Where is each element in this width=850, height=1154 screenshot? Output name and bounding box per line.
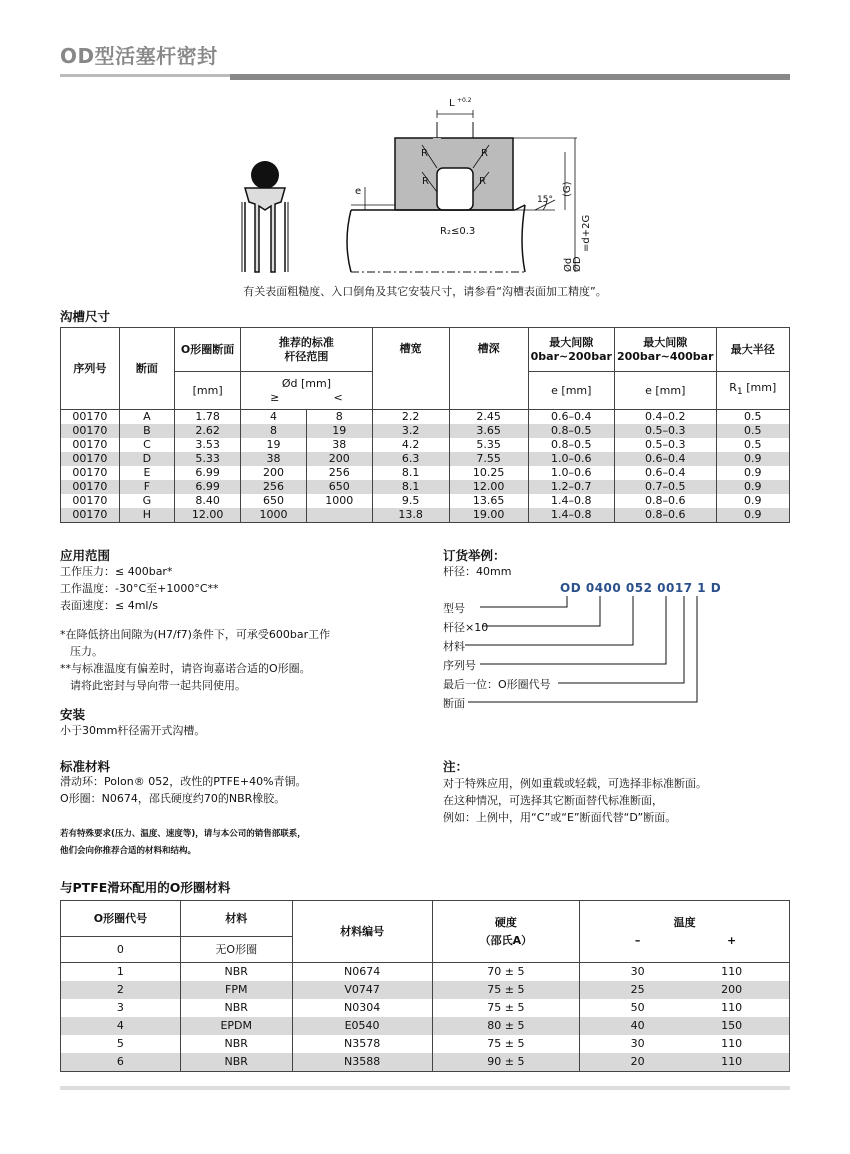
order-code: OD 0400 052 0017 1 D xyxy=(560,581,722,595)
title-rule-accent xyxy=(230,74,790,80)
table-cell: 6.99 xyxy=(175,466,241,480)
label-D: ØD xyxy=(572,256,583,272)
temp-min: 30 xyxy=(630,1037,645,1050)
note-line3: 例如：上例中，用“C”或“E”断面代替“D”断面。 xyxy=(443,811,677,824)
table-cell: 4 xyxy=(241,410,307,425)
table-cell: 6.99 xyxy=(175,480,241,494)
temp-min: 25 xyxy=(630,983,645,996)
table-cell: 00170 xyxy=(61,508,120,523)
table-cell: D xyxy=(119,452,174,466)
table-cell: 0.8–0.6 xyxy=(614,508,716,523)
note-line2: 在这种情况，可选择其它断面替代标准断面， xyxy=(443,794,663,807)
table-cell: 19.00 xyxy=(449,508,528,523)
note-line1: 对于特殊应用，例如重载或轻载，可选择非标准断面。 xyxy=(443,777,707,790)
th-oring-section: O形圈断面 xyxy=(175,328,241,372)
table-cell: 650 xyxy=(241,494,307,508)
table-cell: 4 xyxy=(61,1017,181,1035)
label-D-eq: =d+2G xyxy=(581,214,592,252)
table-cell: 1000 xyxy=(241,508,307,523)
table-cell: 0.8–0.6 xyxy=(614,494,716,508)
footer-rule xyxy=(60,1086,790,1090)
order-heading: 订货举例： xyxy=(443,548,506,563)
table-cell: E0540 xyxy=(292,1017,432,1035)
table-cell: 38 xyxy=(306,438,372,452)
table-cell-temp xyxy=(580,1017,790,1035)
note1-line2: 压力。 xyxy=(70,645,103,658)
seal-drawing xyxy=(225,92,625,282)
table-cell: 1.2–0.7 xyxy=(528,480,614,494)
table-cell: 0.5 xyxy=(716,410,789,425)
table-row xyxy=(61,480,790,494)
table-cell: 8 xyxy=(306,410,372,425)
page-title: OD型活塞杆密封 xyxy=(60,44,218,68)
table-cell: 75 ± 5 xyxy=(432,981,580,999)
table-cell: 00170 xyxy=(61,452,120,466)
table-cell: NBR xyxy=(180,963,292,982)
table-cell: A xyxy=(119,410,174,425)
table-cell: 00170 xyxy=(61,424,120,438)
seal-profile-icon xyxy=(242,161,288,272)
table-cell: 0.9 xyxy=(716,494,789,508)
table-cell: H xyxy=(119,508,174,523)
table-cell: 8.1 xyxy=(372,466,449,480)
table-cell: 1.0–0.6 xyxy=(528,466,614,480)
table-cell: 1.4–0.8 xyxy=(528,508,614,523)
table-row xyxy=(61,981,790,999)
table-cell: NBR xyxy=(180,999,292,1017)
label-angle: 15° xyxy=(537,195,553,205)
table-cell: 0.9 xyxy=(716,480,789,494)
table-cell: N0304 xyxy=(292,999,432,1017)
application-notes xyxy=(60,626,330,694)
order-label-oring: 最后一位：O形圈代号 xyxy=(443,678,551,691)
table-cell: 2.62 xyxy=(175,424,241,438)
table-row xyxy=(61,1035,790,1053)
table-row xyxy=(61,1053,790,1072)
groove-section xyxy=(395,110,513,210)
th-unit-mm: [mm] xyxy=(175,372,241,410)
table-cell: 1 xyxy=(61,963,181,982)
table-cell: 00170 xyxy=(61,494,120,508)
temp-min: 50 xyxy=(630,1001,645,1014)
note2-line2: 请将此密封与导向带一起共同使用。 xyxy=(70,679,246,692)
th-section: 断面 xyxy=(119,328,174,410)
table-cell: 4.2 xyxy=(372,438,449,452)
table-row xyxy=(61,1017,790,1035)
table-cell: 0.6–0.4 xyxy=(528,410,614,425)
label-G: (G) xyxy=(562,181,573,197)
table-cell: 00170 xyxy=(61,438,120,452)
th-gap2: 最大间隙 200bar~400bar xyxy=(614,328,716,372)
table-cell: 2.2 xyxy=(372,410,449,425)
order-label-material: 材料 xyxy=(443,640,465,653)
temp-max: 110 xyxy=(721,965,743,978)
table-cell: N0674 xyxy=(292,963,432,982)
installation-heading: 安装 xyxy=(60,707,86,722)
table-cell: 75 ± 5 xyxy=(432,999,580,1017)
table-cell: V0747 xyxy=(292,981,432,999)
temp-max: 110 xyxy=(721,1001,743,1014)
table-cell: 12.00 xyxy=(175,508,241,523)
order-label-section: 断面 xyxy=(443,697,465,710)
th-depth: 槽深 xyxy=(449,328,528,410)
th-radius: 最大半径 xyxy=(716,328,789,372)
temp-max: 150 xyxy=(721,1019,743,1032)
table-cell: F xyxy=(119,480,174,494)
order-label-model: 型号 xyxy=(443,602,465,615)
omat-table xyxy=(60,900,790,1072)
label-R2-left: R xyxy=(422,176,429,187)
order-code-lines xyxy=(440,594,760,714)
table-cell: 10.25 xyxy=(449,466,528,480)
table-cell: 0.6–0.4 xyxy=(614,452,716,466)
label-R-right: R xyxy=(481,148,488,159)
table-cell: 13.65 xyxy=(449,494,528,508)
table-cell-temp xyxy=(580,963,790,982)
table-cell: 8.40 xyxy=(175,494,241,508)
temp-min: 30 xyxy=(630,965,645,978)
table-cell: 80 ± 5 xyxy=(432,1017,580,1035)
temp-max: 110 xyxy=(721,1037,743,1050)
installation-text: 小于30mm杆径需开式沟槽。 xyxy=(60,724,206,737)
th-width: 槽宽 xyxy=(372,328,449,410)
th-serial: 序列号 xyxy=(61,328,120,410)
pressure-text: 工作压力：≤ 400bar* xyxy=(60,565,173,578)
table-cell: 5.35 xyxy=(449,438,528,452)
table-row xyxy=(61,410,790,425)
table-cell: 3.53 xyxy=(175,438,241,452)
label-R2-right: R xyxy=(479,176,486,187)
table-cell: 200 xyxy=(306,452,372,466)
note2-line1: **与标准温度有偏差时，请咨询嘉诺合适的O形圈。 xyxy=(60,662,311,675)
table-cell: 0.8–0.5 xyxy=(528,424,614,438)
table-cell: 1.0–0.6 xyxy=(528,452,614,466)
table-cell: 0.8–0.5 xyxy=(528,438,614,452)
table-cell: 1.4–0.8 xyxy=(528,494,614,508)
table-cell: 3 xyxy=(61,999,181,1017)
table-cell: 650 xyxy=(306,480,372,494)
table-cell: FPM xyxy=(180,981,292,999)
label-e: e xyxy=(355,186,362,197)
table-cell: 12.00 xyxy=(449,480,528,494)
temp-max: 110 xyxy=(721,1055,743,1068)
table-cell: 00170 xyxy=(61,410,120,425)
groove-heading: 沟槽尺寸 xyxy=(60,309,111,324)
th-unit-d: Ød [mm] ≥ < xyxy=(241,372,373,410)
table-cell: 00170 xyxy=(61,480,120,494)
table-cell-temp xyxy=(580,1035,790,1053)
table-cell-temp xyxy=(580,981,790,999)
groove-table xyxy=(60,327,790,523)
table-cell: 0.5–0.3 xyxy=(614,438,716,452)
th-unit-R: $R_1$ [mm] xyxy=(716,372,789,410)
order-rod: 杆径：40mm xyxy=(443,565,512,578)
label-R-left: R xyxy=(421,148,428,159)
table-cell: 6 xyxy=(61,1053,181,1072)
table-cell: 0.9 xyxy=(716,466,789,480)
table-cell: C xyxy=(119,438,174,452)
table-cell: 0.5–0.3 xyxy=(614,424,716,438)
temp-min: 20 xyxy=(630,1055,645,1068)
table-row xyxy=(61,424,790,438)
table-cell: 0.7–0.5 xyxy=(614,480,716,494)
th-gap1: 最大间隙 0bar~200bar xyxy=(528,328,614,372)
th-omat-temp: 温度 – + xyxy=(580,901,790,963)
order-label-rod: 杆径×10 xyxy=(443,621,489,634)
table-row xyxy=(61,508,790,523)
table-cell xyxy=(306,508,372,523)
th-unit-e2: e [mm] xyxy=(614,372,716,410)
speed-text: 表面速度：≤ 4ml/s xyxy=(60,599,158,612)
table-cell: 75 ± 5 xyxy=(432,1035,580,1053)
table-cell: 0.5 xyxy=(716,438,789,452)
th-omat-material: 材料 xyxy=(180,901,292,937)
table-cell: 5.33 xyxy=(175,452,241,466)
table-cell: 1.78 xyxy=(175,410,241,425)
table-cell: 13.8 xyxy=(372,508,449,523)
table-cell: 3.65 xyxy=(449,424,528,438)
td-omat-row0-code: 0 xyxy=(61,937,181,963)
note1-line1: *在降低挤出间隙为(H7/f7)条件下，可承受600bar工作 xyxy=(60,628,331,641)
table-cell: 9.5 xyxy=(372,494,449,508)
label-r2-note: R₂≤0.3 xyxy=(440,226,476,237)
table-cell: 1000 xyxy=(306,494,372,508)
table-cell: 2 xyxy=(61,981,181,999)
table-cell: 200 xyxy=(241,466,307,480)
table-row xyxy=(61,452,790,466)
table-cell: 8 xyxy=(241,424,307,438)
table-cell: 2.45 xyxy=(449,410,528,425)
table-cell: 0.9 xyxy=(716,508,789,523)
application-heading: 应用范围 xyxy=(60,548,111,563)
table-cell: EPDM xyxy=(180,1017,292,1035)
th-omat-hardness: 硬度 （邵氏A） xyxy=(432,901,580,963)
table-cell: 0.6–0.4 xyxy=(614,466,716,480)
table-cell: 19 xyxy=(241,438,307,452)
drawing-caption: 有关表面粗糙度、入口倒角及其它安装尺寸，请参看“沟槽表面加工精度”。 xyxy=(243,285,607,298)
material-block xyxy=(60,773,307,807)
table-cell: 8.1 xyxy=(372,480,449,494)
table-cell-temp xyxy=(580,1053,790,1072)
table-cell: 5 xyxy=(61,1035,181,1053)
special-request-note: 若有特殊要求(压力、温度、速度等)，请与本公司的销售部联系， 他们会向你推荐合适的材料和结构。 xyxy=(60,829,306,856)
table-cell: G xyxy=(119,494,174,508)
note-heading: 注： xyxy=(443,759,469,774)
table-row xyxy=(61,438,790,452)
label-L: L xyxy=(449,98,455,109)
omat-heading: 与PTFE滑环配用的O形圈材料 xyxy=(60,880,231,895)
th-omat-code: O形圈代号 xyxy=(61,901,181,937)
table-cell: 256 xyxy=(306,466,372,480)
table-row xyxy=(61,963,790,982)
table-cell: 19 xyxy=(306,424,372,438)
table-cell: 7.55 xyxy=(449,452,528,466)
table-cell: 00170 xyxy=(61,466,120,480)
table-cell: 0.9 xyxy=(716,452,789,466)
table-row xyxy=(61,494,790,508)
table-cell: 3.2 xyxy=(372,424,449,438)
temperature-text: 工作温度：-30°C至+1000°C** xyxy=(60,582,219,595)
table-cell: N3578 xyxy=(292,1035,432,1053)
table-cell: NBR xyxy=(180,1035,292,1053)
slide-ring-text: 滑动环：Polon® 052，改性的PTFE+40%青铜。 xyxy=(60,775,307,788)
table-cell: N3588 xyxy=(292,1053,432,1072)
table-row xyxy=(61,466,790,480)
label-L-tol: +0.2 xyxy=(457,97,472,104)
th-unit-e1: e [mm] xyxy=(528,372,614,410)
td-omat-row0-material: 无O形圈 xyxy=(180,937,292,963)
table-cell: 6.3 xyxy=(372,452,449,466)
temp-min: 40 xyxy=(630,1019,645,1032)
table-cell: 38 xyxy=(241,452,307,466)
note-block xyxy=(443,775,707,826)
table-cell: NBR xyxy=(180,1053,292,1072)
table-cell: E xyxy=(119,466,174,480)
table-cell: B xyxy=(119,424,174,438)
oring-text: O形圈：N0674，邵氏硬度约70的NBR橡胶。 xyxy=(60,792,286,805)
table-row xyxy=(61,999,790,1017)
table-cell: 70 ± 5 xyxy=(432,963,580,982)
table-cell: 256 xyxy=(241,480,307,494)
table-cell: 0.5 xyxy=(716,424,789,438)
temp-max: 200 xyxy=(721,983,743,996)
material-heading: 标准材料 xyxy=(60,759,111,774)
label-d: Ød xyxy=(563,257,574,272)
th-omat-number: 材料编号 xyxy=(292,901,432,963)
th-rod-range: 推荐的标准 杆径范围 xyxy=(241,328,373,372)
order-label-serial: 序列号 xyxy=(443,659,476,672)
table-cell-temp xyxy=(580,999,790,1017)
table-cell: 90 ± 5 xyxy=(432,1053,580,1072)
table-cell: 0.4–0.2 xyxy=(614,410,716,425)
application-block xyxy=(60,563,219,614)
